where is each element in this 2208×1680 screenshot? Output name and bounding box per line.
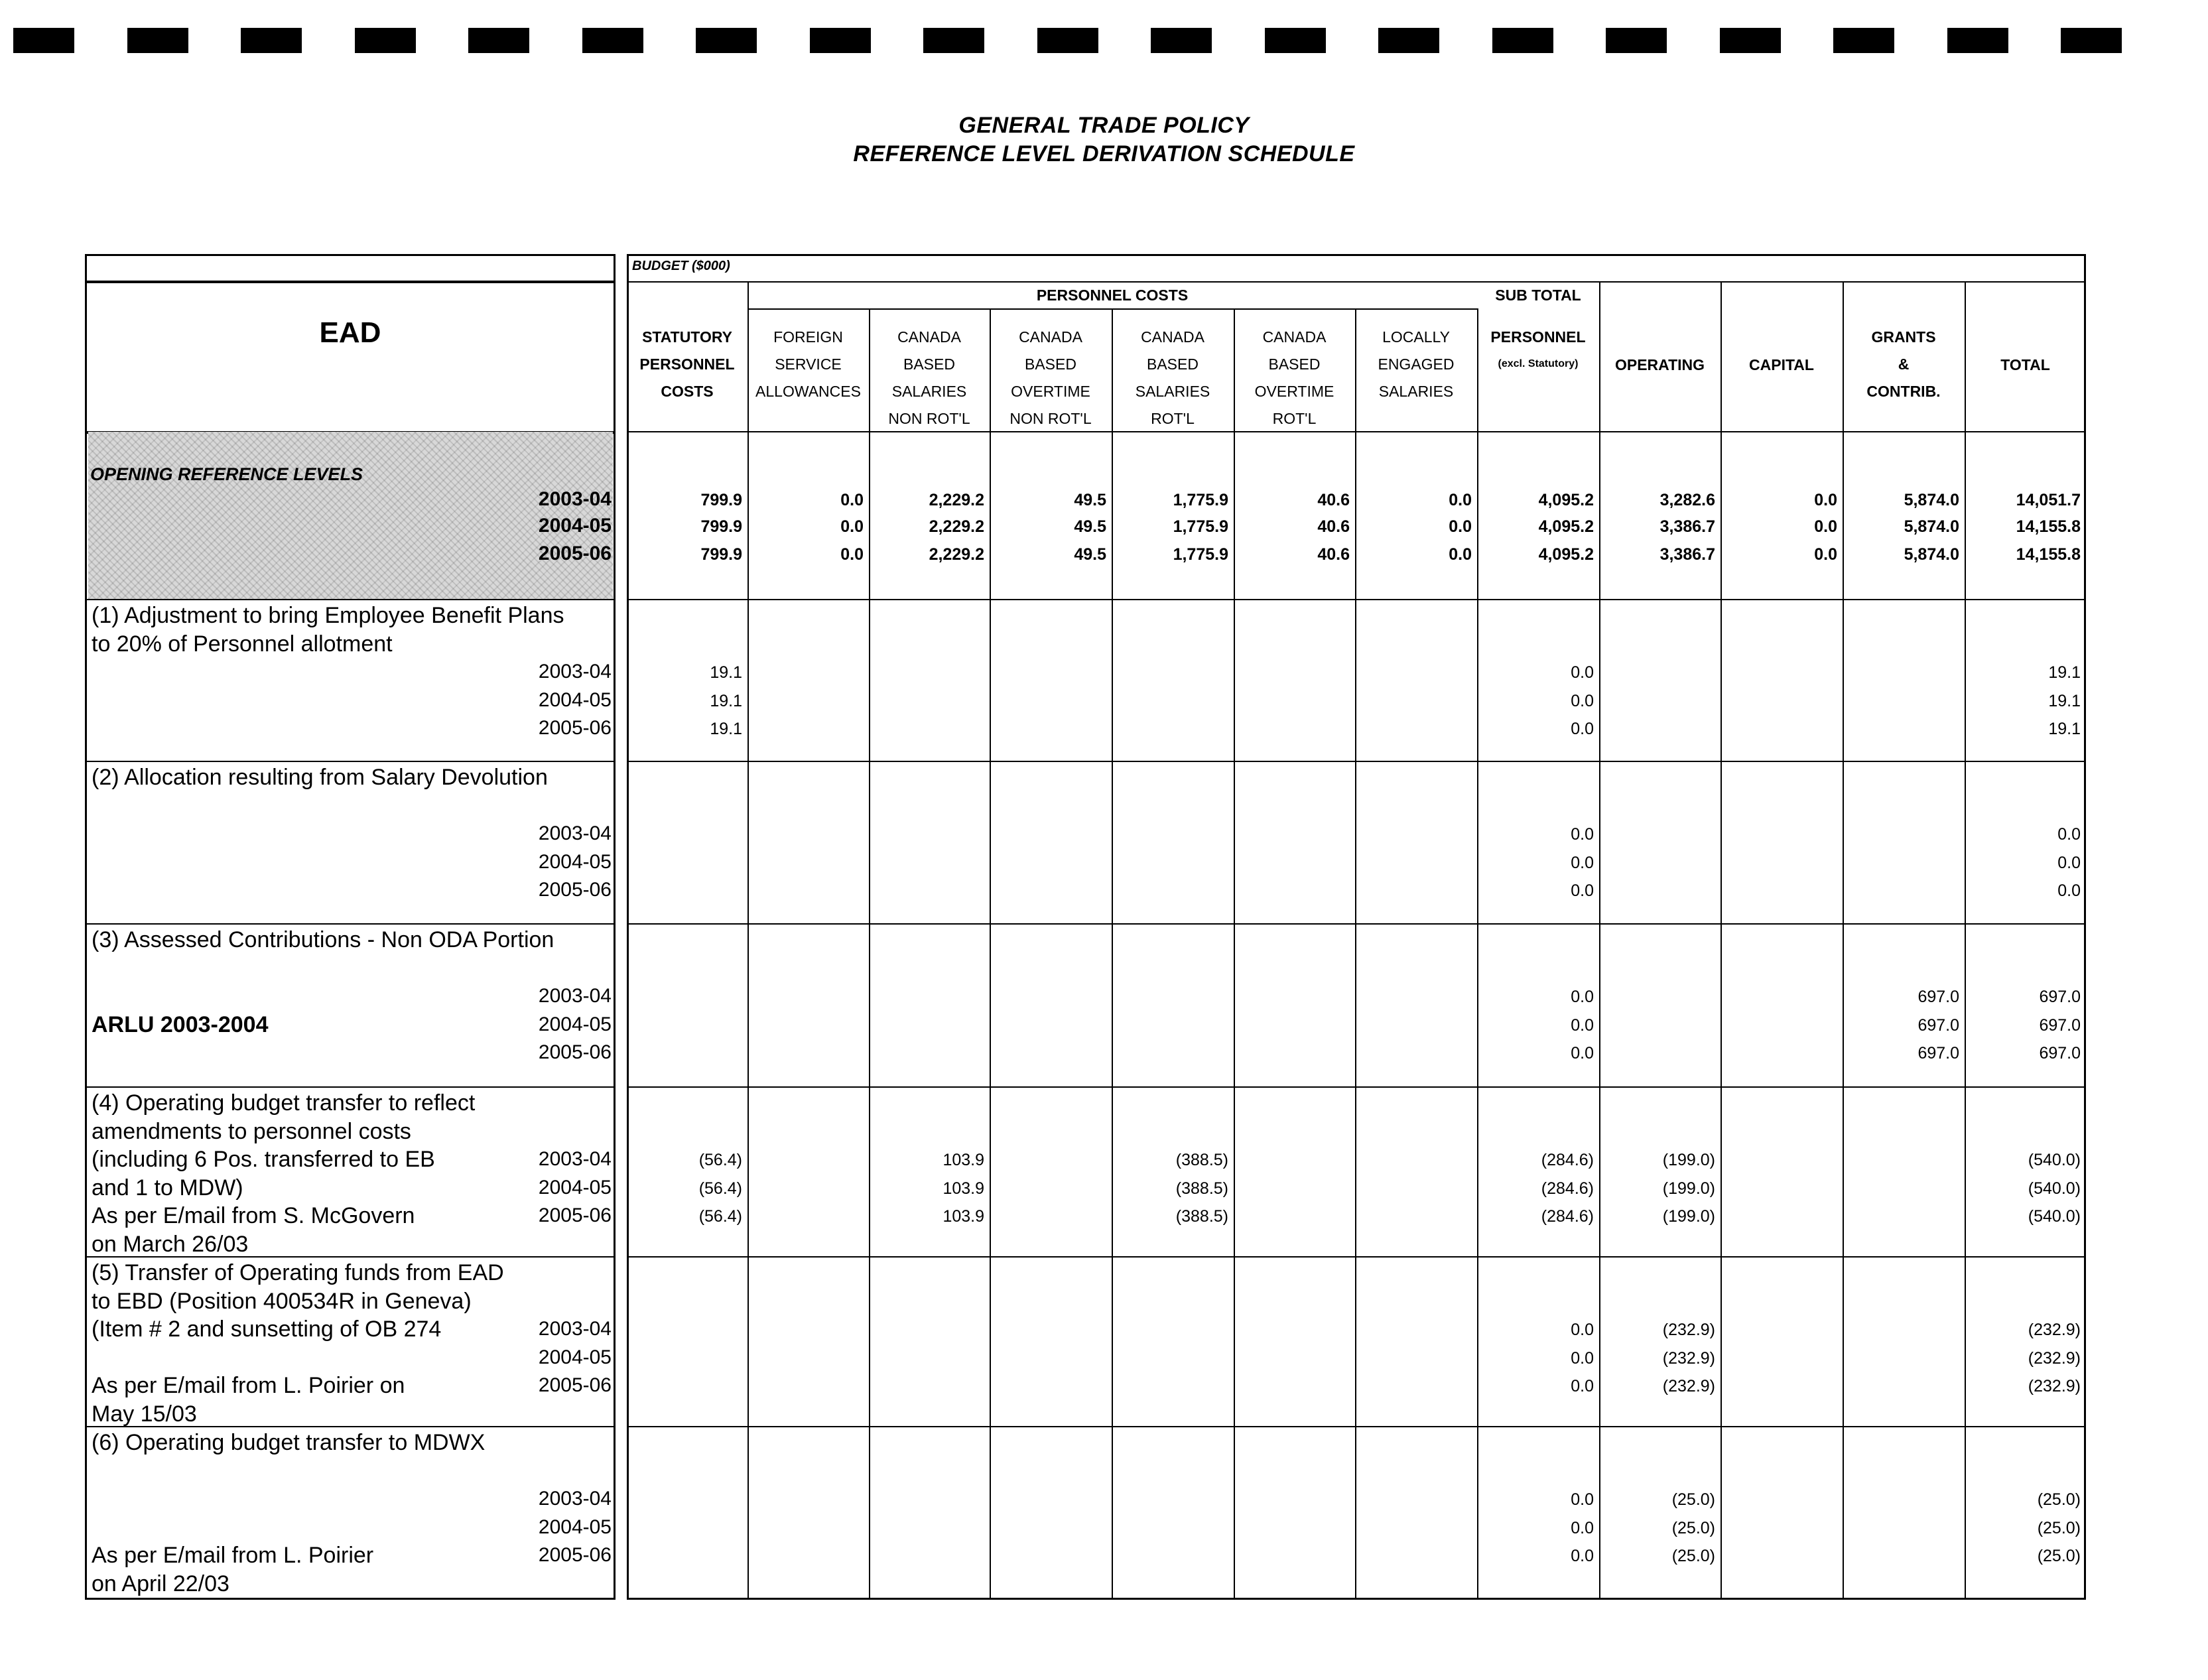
section-value-subtotal: 0.0 xyxy=(1571,691,1594,710)
section-year-label: 2004-05 xyxy=(538,688,612,711)
section-value-total: (540.0) xyxy=(2028,1207,2081,1226)
section-value-total: (540.0) xyxy=(2028,1151,2081,1169)
section-rule xyxy=(627,1426,2086,1427)
section-description-line: May 15/03 xyxy=(92,1401,197,1427)
section-description-line: (4) Operating budget transfer to reflect xyxy=(92,1090,476,1116)
section-description-line: on March 26/03 xyxy=(92,1231,249,1257)
section-rule xyxy=(85,761,616,762)
section-value-cbs_rot: (388.5) xyxy=(1175,1179,1228,1198)
section-description-line: (5) Transfer of Operating funds from EAD xyxy=(92,1260,504,1285)
section-value-statutory: (56.4) xyxy=(698,1151,742,1169)
column-header-cbs_rot: ROT'L xyxy=(1151,410,1195,427)
section-year-label: 2005-06 xyxy=(538,879,612,901)
opening-value-capital: 0.0 xyxy=(1814,491,1837,509)
section-description-line: As per E/mail from L. Poirier on xyxy=(92,1373,405,1398)
section-value-cbs_rot: (388.5) xyxy=(1175,1151,1228,1169)
section-value-operating: (25.0) xyxy=(1671,1518,1715,1537)
section-value-total: (232.9) xyxy=(2028,1348,2081,1368)
section-description-line: amendments to personnel costs xyxy=(92,1118,411,1144)
section-value-subtotal: 0.0 xyxy=(1571,720,1594,738)
perforation-block xyxy=(1492,28,1553,53)
section-value-total: (25.0) xyxy=(2037,1490,2081,1509)
section-value-cbs_nonrot: 103.9 xyxy=(942,1151,984,1169)
perforation-block xyxy=(1151,28,1212,53)
opening-value-cbo_nonrot: 49.5 xyxy=(1074,517,1106,536)
section-rule xyxy=(85,923,616,925)
perforation-block xyxy=(1037,28,1098,53)
perforation-block xyxy=(355,28,416,53)
budget-table-box xyxy=(627,254,2086,1600)
opening-year-label: 2003-04 xyxy=(538,488,612,510)
section-value-total: 19.1 xyxy=(2048,663,2081,682)
opening-value-cbs_rot: 1,775.9 xyxy=(1173,545,1228,564)
section-year-label: 2004-05 xyxy=(538,850,612,873)
personnel-costs-header: PERSONNEL COSTS xyxy=(1036,287,1189,304)
opening-year-label: 2004-05 xyxy=(538,515,612,537)
section-value-total: (232.9) xyxy=(2028,1377,2081,1395)
section-value-grants: 697.0 xyxy=(1917,1015,1959,1035)
page-subtitle: REFERENCE LEVEL DERIVATION SCHEDULE xyxy=(853,141,1355,166)
opening-value-operating: 3,282.6 xyxy=(1659,491,1715,509)
section-value-subtotal: 0.0 xyxy=(1571,1348,1594,1368)
column-header-cbs_nonrot: BASED xyxy=(903,355,955,373)
header-bottom-rule xyxy=(627,431,2086,432)
section-description-line: As per E/mail from L. Poirier xyxy=(92,1543,374,1568)
opening-value-cbo_rot: 40.6 xyxy=(1317,517,1350,536)
column-divider xyxy=(1599,281,1600,1600)
section-value-subtotal: 0.0 xyxy=(1571,1044,1594,1063)
perforation-block xyxy=(1378,28,1439,53)
budget-label: BUDGET ($000) xyxy=(632,259,730,273)
section-value-subtotal: 0.0 xyxy=(1571,663,1594,682)
column-header-cbo_nonrot: NON ROT'L xyxy=(1009,410,1092,427)
column-header-cbo_rot: CANADA xyxy=(1262,328,1327,346)
section-value-subtotal: 0.0 xyxy=(1571,1321,1594,1339)
section-value-operating: (232.9) xyxy=(1662,1348,1715,1368)
section-description-line: to 20% of Personnel allotment xyxy=(92,631,393,657)
perforation-block xyxy=(810,28,871,53)
section-description-line: (1) Adjustment to bring Employee Benefit Plans xyxy=(92,603,564,628)
column-header-subtotal: PERSONNEL xyxy=(1490,328,1586,346)
section-value-subtotal: (284.6) xyxy=(1541,1151,1594,1169)
section-rule xyxy=(85,599,616,600)
section-value-cbs_nonrot: 103.9 xyxy=(942,1207,984,1226)
section-year-label: 2005-06 xyxy=(538,1041,612,1063)
section-value-total: 0.0 xyxy=(2057,853,2081,872)
column-header-cbs_rot: BASED xyxy=(1147,355,1199,373)
opening-value-cbo_rot: 40.6 xyxy=(1317,545,1350,564)
section-year-label: 2004-05 xyxy=(538,1516,612,1538)
section-value-subtotal: 0.0 xyxy=(1571,825,1594,844)
section-description-line: (including 6 Pos. transferred to EB xyxy=(92,1147,435,1172)
section-value-subtotal: 0.0 xyxy=(1571,1015,1594,1035)
section-value-subtotal: 0.0 xyxy=(1571,1377,1594,1395)
section-value-total: (25.0) xyxy=(2037,1518,2081,1537)
opening-value-grants: 5,874.0 xyxy=(1904,491,1959,509)
perforation-block xyxy=(696,28,757,53)
perforation-block xyxy=(468,28,529,53)
column-header-statutory: STATUTORY xyxy=(642,328,732,346)
section-value-operating: (25.0) xyxy=(1671,1490,1715,1509)
section-value-total: 697.0 xyxy=(2039,1044,2081,1063)
column-header-statutory: COSTS xyxy=(661,383,714,400)
column-header-fsa: SERVICE xyxy=(775,355,842,373)
section-value-subtotal: (284.6) xyxy=(1541,1179,1594,1198)
opening-value-cbs_nonrot: 2,229.2 xyxy=(929,491,984,509)
section-description-line: (2) Allocation resulting from Salary Devolution xyxy=(92,765,548,790)
opening-value-cbo_nonrot: 49.5 xyxy=(1074,545,1106,564)
section-year-label: 2004-05 xyxy=(538,1346,612,1368)
section-value-subtotal: 0.0 xyxy=(1571,1518,1594,1537)
section-value-cbs_nonrot: 103.9 xyxy=(942,1179,984,1198)
perforation-block xyxy=(2061,28,2122,53)
column-divider xyxy=(1843,281,1844,1600)
section-value-grants: 697.0 xyxy=(1917,988,1959,1006)
section-year-label: 2005-06 xyxy=(538,1204,612,1226)
section-description-line: and 1 to MDW) xyxy=(92,1175,243,1200)
opening-value-les: 0.0 xyxy=(1449,491,1472,509)
opening-value-statutory: 799.9 xyxy=(700,491,742,509)
section-value-total: 697.0 xyxy=(2039,1015,2081,1035)
column-header-subtotal: (excl. Statutory) xyxy=(1498,358,1579,369)
opening-value-fsa: 0.0 xyxy=(840,517,864,536)
column-header-grants: & xyxy=(1898,355,1910,373)
opening-value-total: 14,155.8 xyxy=(2016,545,2081,564)
section-year-label: 2003-04 xyxy=(538,661,612,682)
section-year-label: 2005-06 xyxy=(538,1374,612,1396)
section-year-label: 2003-04 xyxy=(538,985,612,1007)
opening-value-les: 0.0 xyxy=(1449,517,1472,536)
column-header-statutory: PERSONNEL xyxy=(639,355,735,373)
perforation-block xyxy=(1833,28,1894,53)
section-rule xyxy=(85,1086,616,1088)
section-value-total: (540.0) xyxy=(2028,1179,2081,1198)
section-year-label: 2005-06 xyxy=(538,717,612,739)
opening-value-total: 14,051.7 xyxy=(2016,491,2081,509)
section-rule xyxy=(627,599,2086,600)
column-divider xyxy=(1721,281,1722,1600)
column-divider xyxy=(747,281,749,1600)
column-header-fsa: FOREIGN xyxy=(773,328,843,346)
opening-value-operating: 3,386.7 xyxy=(1659,517,1715,536)
section-value-statutory: 19.1 xyxy=(710,663,742,682)
opening-value-cbs_rot: 1,775.9 xyxy=(1173,491,1228,509)
section-value-total: 0.0 xyxy=(2057,825,2081,844)
column-header-cbo_nonrot: BASED xyxy=(1025,355,1076,373)
section-value-statutory: (56.4) xyxy=(698,1179,742,1198)
opening-value-subtotal: 4,095.2 xyxy=(1538,517,1594,536)
perforation-block xyxy=(1947,28,2008,53)
arlu-label: ARLU 2003-2004 xyxy=(92,1011,269,1037)
section-value-total: 19.1 xyxy=(2048,720,2081,738)
section-label: EAD xyxy=(319,316,381,349)
section-value-total: (232.9) xyxy=(2028,1321,2081,1339)
column-header-total: TOTAL xyxy=(2000,356,2050,373)
section-value-subtotal: 0.0 xyxy=(1571,988,1594,1006)
column-header-les: SALARIES xyxy=(1378,383,1454,400)
column-header-fsa: ALLOWANCES xyxy=(755,383,861,400)
section-value-operating: (199.0) xyxy=(1662,1179,1715,1198)
opening-value-cbo_rot: 40.6 xyxy=(1317,491,1350,509)
section-rule xyxy=(627,923,2086,925)
column-header-les: LOCALLY xyxy=(1382,328,1450,346)
section-value-operating: (232.9) xyxy=(1662,1321,1715,1339)
section-year-label: 2003-04 xyxy=(538,822,612,844)
opening-value-les: 0.0 xyxy=(1449,545,1472,564)
section-year-label: 2003-04 xyxy=(538,1148,612,1170)
opening-value-statutory: 799.9 xyxy=(700,545,742,564)
section-value-operating: (25.0) xyxy=(1671,1547,1715,1565)
section-value-grants: 697.0 xyxy=(1917,1044,1959,1063)
opening-reference-label: OPENING REFERENCE LEVELS xyxy=(90,464,363,484)
section-description-line: (6) Operating budget transfer to MDWX xyxy=(92,1430,486,1455)
perforation-strip xyxy=(13,28,2202,53)
section-value-cbs_rot: (388.5) xyxy=(1175,1207,1228,1226)
opening-value-capital: 0.0 xyxy=(1814,545,1837,564)
section-value-subtotal: 0.0 xyxy=(1571,1490,1594,1509)
section-value-operating: (232.9) xyxy=(1662,1377,1715,1395)
section-rule xyxy=(627,1086,2086,1088)
perforation-block xyxy=(1720,28,1781,53)
section-year-label: 2004-05 xyxy=(538,1013,612,1035)
page-title: GENERAL TRADE POLICY xyxy=(958,113,1250,138)
column-header-cbs_rot: SALARIES xyxy=(1135,383,1210,400)
left-header-strip xyxy=(85,254,616,283)
perforation-block xyxy=(1265,28,1326,53)
column-header-grants: GRANTS xyxy=(1871,328,1936,346)
section-value-statutory: 19.1 xyxy=(710,720,742,738)
section-description-line: to EBD (Position 400534R in Geneva) xyxy=(92,1288,472,1314)
section-value-subtotal: 0.0 xyxy=(1571,881,1594,900)
column-header-cbs_rot: CANADA xyxy=(1141,328,1204,346)
section-rule xyxy=(627,761,2086,762)
column-header-cbs_nonrot: NON ROT'L xyxy=(888,410,970,427)
section-description-line: (3) Assessed Contributions - Non ODA Portion xyxy=(92,927,554,952)
opening-year-label: 2005-06 xyxy=(538,543,612,564)
section-year-label: 2003-04 xyxy=(538,1318,612,1340)
opening-value-subtotal: 4,095.2 xyxy=(1538,491,1594,509)
column-header-cbs_nonrot: CANADA xyxy=(897,328,961,346)
column-header-cbo_rot: OVERTIME xyxy=(1254,383,1334,400)
section-value-total: 0.0 xyxy=(2057,881,2081,900)
perforation-block xyxy=(241,28,302,53)
column-divider xyxy=(1965,281,1966,1600)
section-year-label: 2004-05 xyxy=(538,1176,612,1198)
subtotal-header: SUB TOTAL xyxy=(1495,287,1581,304)
opening-value-grants: 5,874.0 xyxy=(1904,517,1959,536)
section-value-subtotal: 0.0 xyxy=(1571,1547,1594,1565)
section-value-subtotal: (284.6) xyxy=(1541,1207,1594,1226)
perforation-block xyxy=(1606,28,1667,53)
section-value-total: 697.0 xyxy=(2039,988,2081,1006)
section-value-subtotal: 0.0 xyxy=(1571,853,1594,872)
perforation-block xyxy=(923,28,984,53)
section-value-operating: (199.0) xyxy=(1662,1151,1715,1169)
section-value-statutory: 19.1 xyxy=(710,691,742,710)
opening-value-subtotal: 4,095.2 xyxy=(1538,545,1594,564)
opening-value-cbs_nonrot: 2,229.2 xyxy=(929,545,984,564)
column-header-cbo_nonrot: OVERTIME xyxy=(1011,383,1090,400)
opening-value-cbo_nonrot: 49.5 xyxy=(1074,491,1106,509)
section-year-label: 2005-06 xyxy=(538,1544,612,1566)
column-header-capital: CAPITAL xyxy=(1749,356,1814,373)
column-header-operating: OPERATING xyxy=(1614,356,1705,373)
perforation-block xyxy=(13,28,74,53)
section-description-line: As per E/mail from S. McGovern xyxy=(92,1203,415,1228)
section-value-operating: (199.0) xyxy=(1662,1207,1715,1226)
column-header-cbo_rot: BASED xyxy=(1268,355,1321,373)
section-label-box xyxy=(85,281,616,434)
section-description-line: (Item # 2 and sunsetting of OB 274 xyxy=(92,1317,442,1342)
opening-value-cbs_rot: 1,775.9 xyxy=(1173,517,1228,536)
column-header-les: ENGAGED xyxy=(1378,355,1455,373)
opening-value-cbs_nonrot: 2,229.2 xyxy=(929,517,984,536)
column-header-cbo_rot: ROT'L xyxy=(1272,410,1317,427)
opening-value-fsa: 0.0 xyxy=(840,545,864,564)
opening-value-fsa: 0.0 xyxy=(840,491,864,509)
opening-value-capital: 0.0 xyxy=(1814,517,1837,536)
perforation-block xyxy=(127,28,188,53)
opening-value-operating: 3,386.7 xyxy=(1659,545,1715,564)
section-rule xyxy=(627,1256,2086,1258)
section-value-statutory: (56.4) xyxy=(698,1207,742,1226)
column-header-cbo_nonrot: CANADA xyxy=(1019,328,1082,346)
section-value-total: (25.0) xyxy=(2037,1547,2081,1565)
section-description-line: on April 22/03 xyxy=(92,1571,229,1596)
opening-value-statutory: 799.9 xyxy=(700,517,742,536)
opening-value-total: 14,155.8 xyxy=(2016,517,2081,536)
section-value-total: 19.1 xyxy=(2048,691,2081,710)
section-year-label: 2003-04 xyxy=(538,1488,612,1510)
perforation-block xyxy=(582,28,643,53)
column-header-cbs_nonrot: SALARIES xyxy=(891,383,967,400)
opening-value-grants: 5,874.0 xyxy=(1904,545,1959,564)
column-header-grants: CONTRIB. xyxy=(1866,383,1941,400)
